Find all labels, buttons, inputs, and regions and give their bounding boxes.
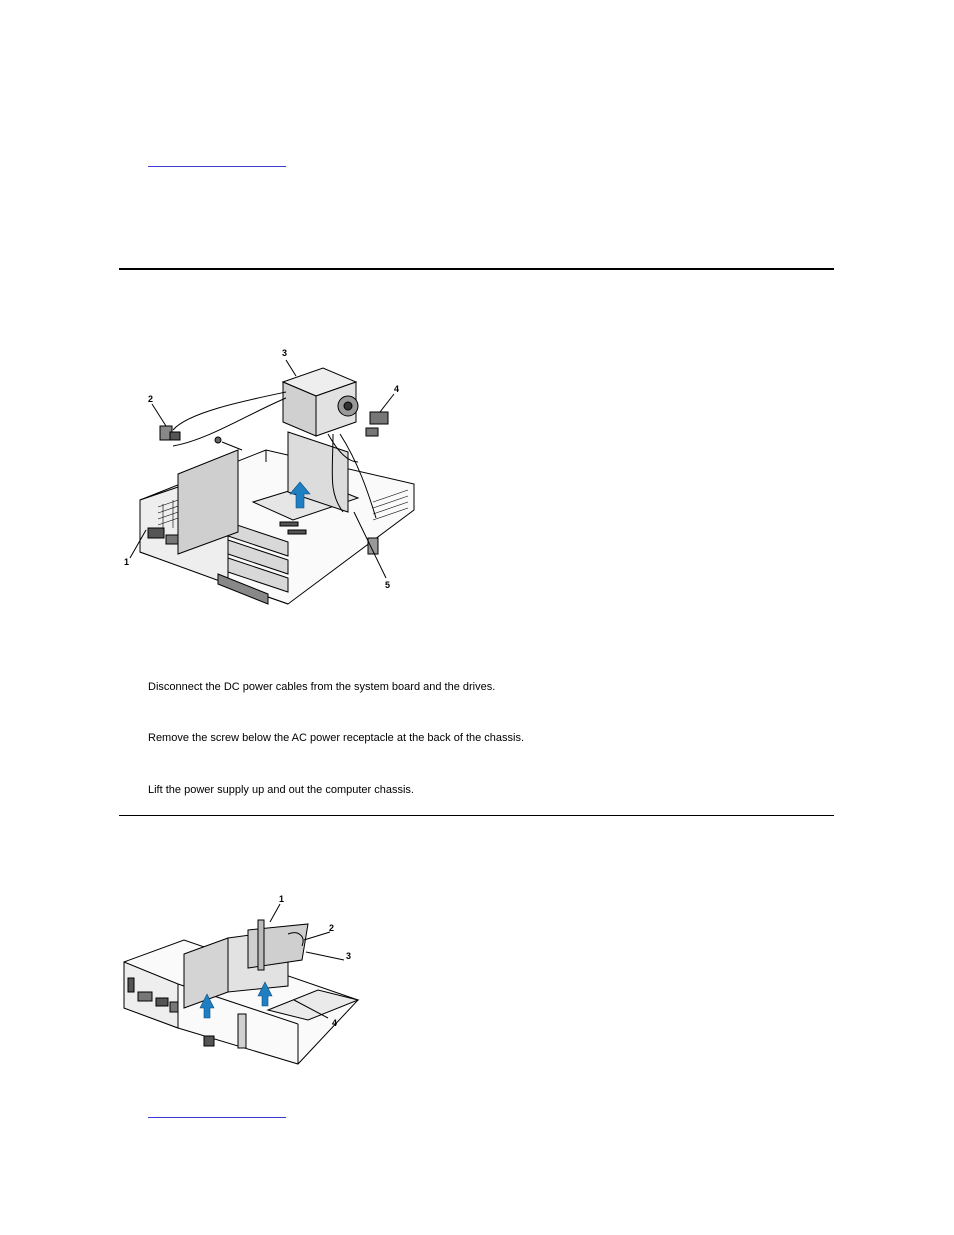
riser-callout-2: 2 — [329, 923, 335, 933]
riser-callout-4: 4 — [332, 1018, 338, 1028]
riser-board-removal-figure — [118, 890, 362, 1068]
step-2: Remove the screw below the AC power receptacle at the back of the chassis. — [148, 732, 525, 744]
riser-callout-1: 1 — [279, 894, 285, 904]
callout-2: 2 — [148, 394, 154, 404]
section-divider-thin — [119, 815, 834, 816]
callout-5: 5 — [385, 580, 391, 590]
step-3: Lift the power supply up and out the computer chassis. — [148, 784, 414, 796]
riser-callout-3: 3 — [346, 951, 352, 961]
callout-3: 3 — [282, 348, 288, 358]
callout-1: 1 — [124, 557, 130, 567]
power-supply-removal-figure — [118, 342, 422, 614]
section-divider — [119, 268, 834, 270]
back-to-top-link-bottom[interactable] — [148, 1117, 286, 1118]
callout-4: 4 — [394, 384, 400, 394]
back-to-top-link[interactable] — [148, 166, 286, 167]
step-1: Disconnect the DC power cables from the system board and the drives. — [148, 681, 496, 693]
